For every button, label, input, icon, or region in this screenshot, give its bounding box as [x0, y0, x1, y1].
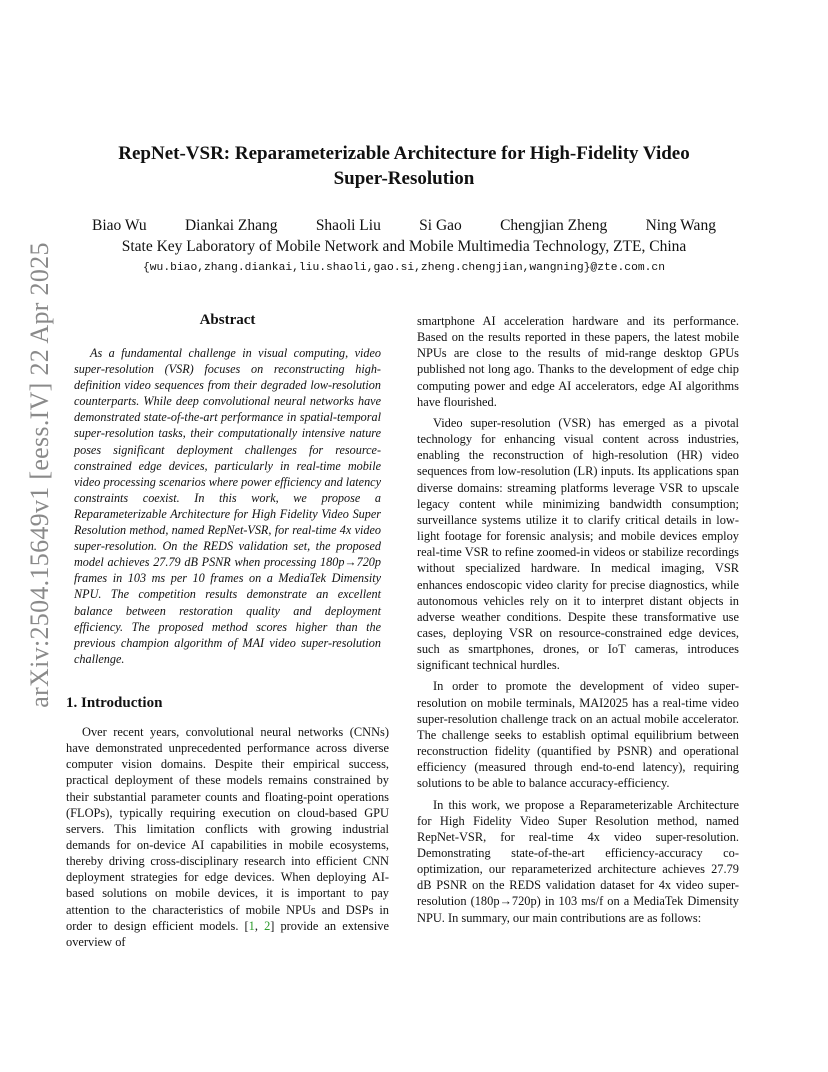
- intro-paragraph-2: Video super-resolution (VSR) has emerged as a pivotal technology for enhancing visual content across industries, enabling the reconstruction of high-resolution (HR) video sequences from low-resolution (LR) inputs. Its applications span diverse domains: streaming platforms leverage VSR to upscale legacy content while minimizing bandwidth consumption; surveillance systems utilize it to clarify critical details in low-light footage for forensic analysis; and mobile devices employ real-time VSR to refine zoomed-in videos or stabilize recordings without specialized hardware. In medical imaging, VSR enhances endoscopic video clarity for precise diagnostics, while autonomous vehicles rely on it to interpret distant objects in adverse weather conditions. Despite these transformative use cases, deploying VSR on resource-constrained edge devices, such as smartphones, drones, or IoT cameras, introduces significant technical hurdles.: [417, 415, 739, 673]
- author-name: Si Gao: [419, 217, 462, 234]
- paper-title: RepNet-VSR: Reparameterizable Architecture for High-Fidelity Video Super-Resolution: [118, 143, 690, 189]
- intro-paragraph-4: In this work, we propose a Reparameterizable Architecture for High Fidelity Video Super Resolution method, named RepNet-VSR, for real-time 4x video super-resolution. Demonstrating state-of-the-art efficiency-accuracy co-optimization, our reparameterized architecture achieves 27.79 dB PSNR on the REDS validation dataset for 4x video super-resolution (180p→720p) in 103 ms/f on a MediaTek Dimensity NPU. In summary, our main contributions are as follows:: [417, 797, 739, 925]
- author-name: Diankai Zhang: [184, 217, 278, 234]
- author-name: Biao Wu: [92, 217, 147, 234]
- arxiv-identifier: arXiv:2504.15649v1 [eess.IV] 22 Apr 2025: [25, 242, 54, 708]
- author-name: Shaoli Liu: [315, 217, 381, 234]
- affiliation: State Key Laboratory of Mobile Network and Mobile Multimedia Technology, ZTE, China: [121, 238, 687, 255]
- author-emails: {wu.biao,zhang.diankai,liu.shaoli,gao.si,zheng.chengjian,wangning}@zte.com.cn: [142, 262, 665, 274]
- citation-link[interactable]: 1: [248, 918, 255, 933]
- author-list: [90, 217, 718, 235]
- abstract-heading: Abstract: [199, 312, 256, 328]
- intro-paragraph-1-continued: smartphone AI acceleration hardware and its performance. Based on the results reported in these papers, the latest mobile NPUs are close to the results of mid-range desktop GPUs published not long ago. Thanks to the development of edge chip computing power and edge AI accelerators, edge AI algorithms have flourished.: [417, 314, 739, 409]
- abstract-text: As a fundamental challenge in visual computing, video super-resolution (VSR) focuses on reconstructing high-definition video sequences from their degraded low-resolution counterparts. While deep convolutional neural networks have demonstrated state-of-the-art performance in spatial-temporal super-resolution tasks, their computationally intensive nature poses significant deployment challenges for resource-constrained edge devices, particularly in real-time mobile video processing scenarios where power efficiency and latency constraints coexist. In this work, we propose a Reparameterizable Architecture for High Fidelity Video Super Resolution method, named RepNet-VSR, for real-time 4x video super-resolution. On the REDS validation set, the proposed model achieves 27.79 dB PSNR when processing 180p→720p frames in 103 ms per 10 frames on a MediaTek Dimensity NPU. The competition results demonstrate an excellent balance between restoration quality and deployment efficiency. The proposed method scores higher than the previous champion algorithm of MAI video super-resolution challenge.: [74, 346, 381, 666]
- citation-separator: ,: [254, 918, 265, 933]
- right-column: [417, 313, 739, 931]
- intro-paragraph-1: [66, 724, 389, 950]
- intro-p1-text: Over recent years, convolutional neural networks (CNNs) have demonstrated unprecedented performance across diverse computer vision domains. Despite their empirical success, practical deployment of these models remains constrained by their substantial parameter counts and floating-point operations (FLOPs), typically requiring execution on cloud-based GPU servers. This limitation conflicts with growing industrial demands for on-device AI capabilities in mobile ecosystems, thereby driving cross-disciplinary research into efficient CNN deployment strategies for edge devices. When deploying AI-based solutions on mobile devices, it is important to pay attention to the characteristics of mobile NPUs and DSPs in order to design efficient models. [: [66, 724, 389, 933]
- intro-p1-tail: ] provide an extensive overview of: [66, 918, 389, 949]
- introduction-heading: 1. Introduction: [66, 694, 163, 711]
- intro-paragraph-3: In order to promote the development of video super-resolution on mobile terminals, MAI2025 has a real-time video super-resolution challenge track on an actual mobile accelerator. The challenge seeks to establish optimal equilibrium between reconstruction fidelity (quantified by PSNR) and operational efficiency (measured through end-to-end latency), requiring solutions to be able to balance accuracy-efficiency.: [417, 679, 739, 791]
- left-column: [66, 312, 389, 955]
- author-name: Chengjian Zheng: [500, 217, 608, 234]
- author-name: Ning Wang: [645, 217, 716, 234]
- citation-link[interactable]: 2: [264, 918, 271, 933]
